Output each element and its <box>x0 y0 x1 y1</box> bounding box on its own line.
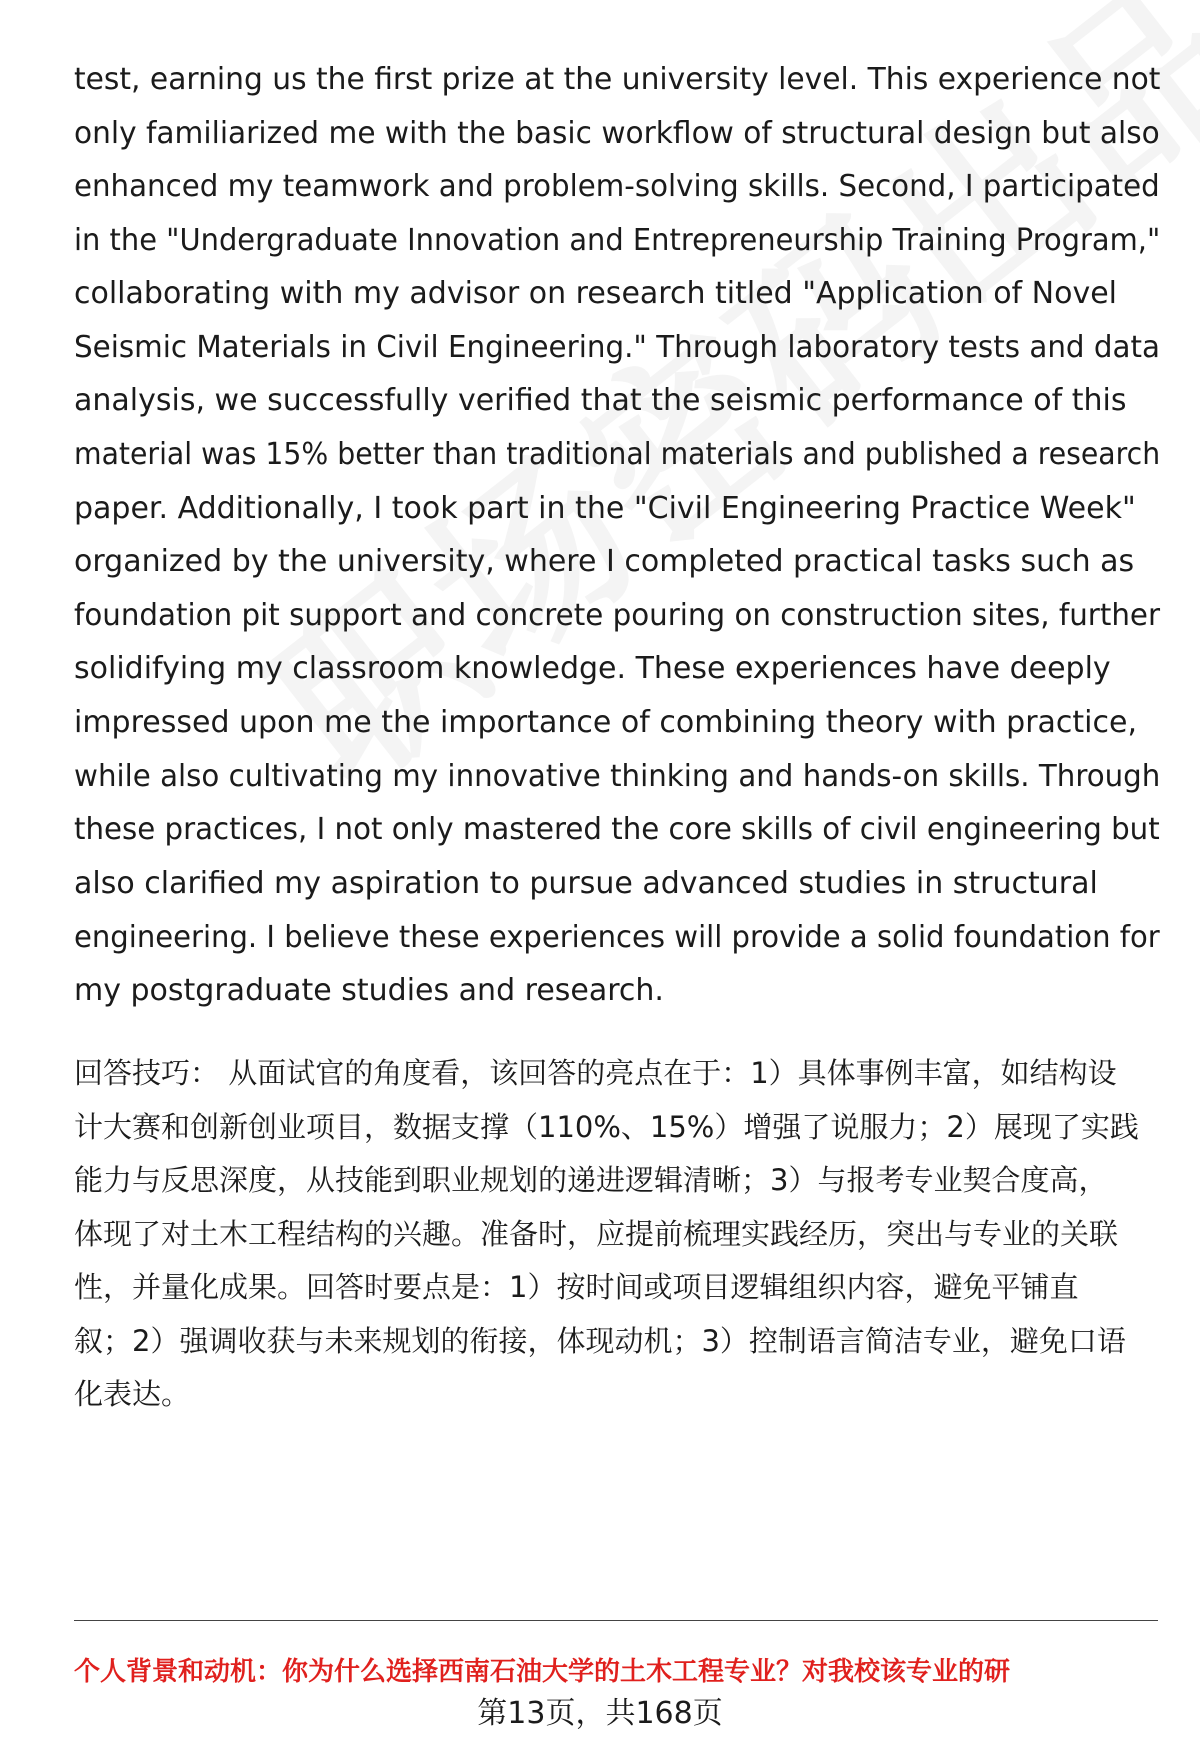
answer-line: collaborating with my advisor on research titled "Application of Novel <box>74 276 1117 311</box>
answer-line: enhanced my teamwork and problem-solving skills. Second, I participated <box>74 169 1160 204</box>
answer-line: in the "Undergraduate Innovation and Entrepreneurship Training Program," <box>74 223 1161 258</box>
answer-line: analysis, we successfully verified that the seismic performance of this <box>74 383 1127 418</box>
section-divider <box>74 1620 1158 1621</box>
next-question-heading: 个人背景和动机：你为什么选择西南石油大学的土木工程专业？对我校该专业的研 <box>74 1657 1011 1687</box>
answer-line: paper. Additionally, I took part in the "Civil Engineering Practice Week" <box>74 491 1136 526</box>
answer-line: my postgraduate studies and research. <box>74 973 664 1008</box>
tips-line: 计大赛和创新创业项目，数据支撑（110%、15%）增强了说服力；2）展现了实践 <box>74 1110 1139 1144</box>
tips-line: 化表达。 <box>74 1377 191 1411</box>
answer-line: these practices, I not only mastered the core skills of civil engineering but <box>74 812 1160 847</box>
tips-line: 叙；2）强调收获与未来规划的衔接，体现动机；3）控制语言简洁专业，避免口语 <box>74 1324 1126 1358</box>
answer-line: material was 15% better than traditional materials and published a research <box>74 437 1161 472</box>
answer-line: engineering. I believe these experiences will provide a solid foundation for <box>74 920 1160 955</box>
tips-line: 性，并量化成果。回答时要点是：1）按时间或项目逻辑组织内容，避免平铺直 <box>74 1270 1079 1304</box>
tips-line: 体现了对土木工程结构的兴趣。准备时，应提前梳理实践经历，突出与专业的关联 <box>74 1217 1119 1251</box>
tips-line: 能力与反思深度，从技能到职业规划的递进逻辑清晰；3）与报考专业契合度高， <box>74 1163 1108 1197</box>
answer-line: test, earning us the first prize at the university level. This experience not <box>74 62 1161 97</box>
answer-line: organized by the university, where I completed practical tasks such as <box>74 544 1135 579</box>
answer-line: Seismic Materials in Civil Engineering." Through laboratory tests and data <box>74 330 1161 365</box>
answer-line: while also cultivating my innovative thinking and hands-on skills. Through <box>74 759 1161 794</box>
answer-line: foundation pit support and concrete pouring on construction sites, further <box>74 598 1161 633</box>
answer-line: impressed upon me the importance of combining theory with practice, <box>74 705 1137 740</box>
answer-line: also clarified my aspiration to pursue advanced studies in structural <box>74 866 1098 901</box>
tips-line: 回答技巧： 从面试官的角度看，该回答的亮点在于：1）具体事例丰富，如结构设 <box>74 1056 1117 1090</box>
answer-line: solidifying my classroom knowledge. These experiences have deeply <box>74 651 1111 686</box>
page-number: 第13页，共168页 <box>477 1696 723 1731</box>
answer-line: only familiarized me with the basic workflow of structural design but also <box>74 116 1160 151</box>
